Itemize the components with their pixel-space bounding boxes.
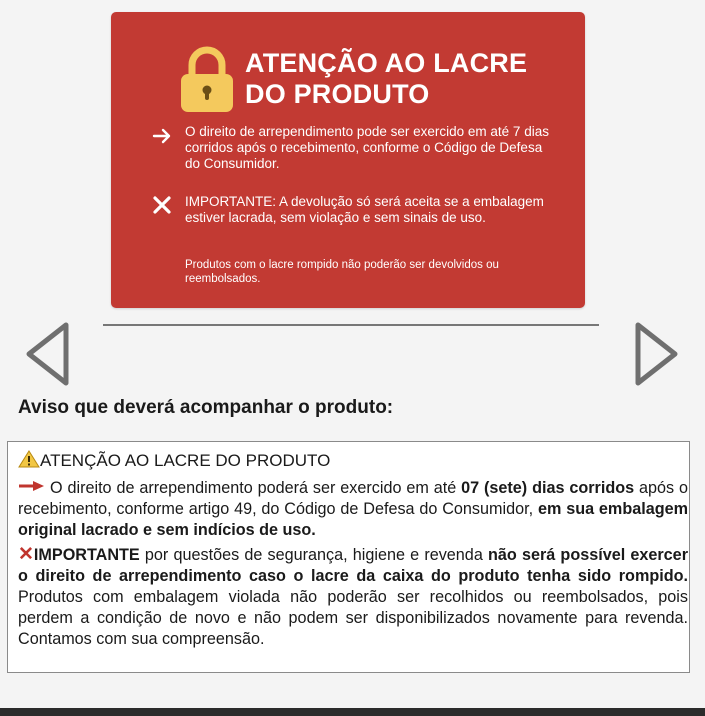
banner-note: Produtos com o lacre rompido não poderão ser devolvidos ou reembolsados. bbox=[185, 259, 499, 285]
banner-item-text: O direito de arrependimento pode ser exercido em até 7 dias corridos após o recebimento, conforme o Código de Defesa do Consumidor. bbox=[185, 124, 549, 171]
notice-text: Produtos com embalagem violada não poderão ser recolhidos ou reembolsados, pois perdem a condição de novo e não podem ser disponibilizados novamente para revenda. Contamos com sua compreensão. bbox=[18, 587, 688, 648]
warning-banner bbox=[111, 12, 585, 308]
notice-heading-text: ATENÇÃO AO LACRE DO PRODUTO bbox=[40, 451, 331, 470]
x-icon: ✕ bbox=[18, 544, 34, 566]
x-icon bbox=[151, 194, 173, 216]
chevron-left-icon[interactable] bbox=[24, 321, 72, 387]
caption: Aviso que deverá acompanhar o produto: bbox=[18, 397, 394, 418]
notice-text: após o recebimento, conforme artigo 49, do Código de Defesa do Consumidor, bbox=[18, 479, 688, 518]
notice-box bbox=[7, 441, 690, 673]
notice-text: por questões de segurança, higiene e revenda bbox=[139, 546, 488, 565]
notice-text-bold: em sua embalagem original lacrado e sem indícios de uso. bbox=[18, 499, 688, 539]
notice-paragraph-1 bbox=[18, 478, 688, 540]
notice-text: O direito de arrependimento poderá ser exercido em até bbox=[50, 479, 462, 497]
banner-title-line2: DO PRODUTO bbox=[245, 79, 430, 109]
banner-title bbox=[245, 48, 565, 110]
arrow-right-icon bbox=[18, 481, 44, 491]
notice-heading bbox=[18, 450, 330, 472]
arrow-right-icon bbox=[151, 124, 173, 146]
banner-title-line1: ATENÇÃO AO LACRE bbox=[245, 48, 528, 78]
lock-icon bbox=[181, 46, 233, 112]
notice-text-bold: 07 (sete) dias corridos bbox=[461, 479, 635, 497]
chevron-right-icon[interactable] bbox=[632, 321, 680, 387]
notice-body bbox=[18, 478, 688, 649]
bottom-bar bbox=[0, 708, 705, 716]
notice-paragraph-2 bbox=[18, 545, 688, 649]
warning-icon bbox=[18, 450, 40, 468]
banner-item-text: IMPORTANTE: A devolução só será aceita se a embalagem estiver lacrada, sem violação e sem sinais de uso. bbox=[185, 194, 544, 225]
notice-text-bold: não será possível exercer o direito de arrependimento caso o lacre da caixa do produto tenha sido rompido. bbox=[18, 546, 688, 586]
notice-text-bold: IMPORTANTE bbox=[33, 546, 140, 565]
divider bbox=[103, 324, 599, 326]
